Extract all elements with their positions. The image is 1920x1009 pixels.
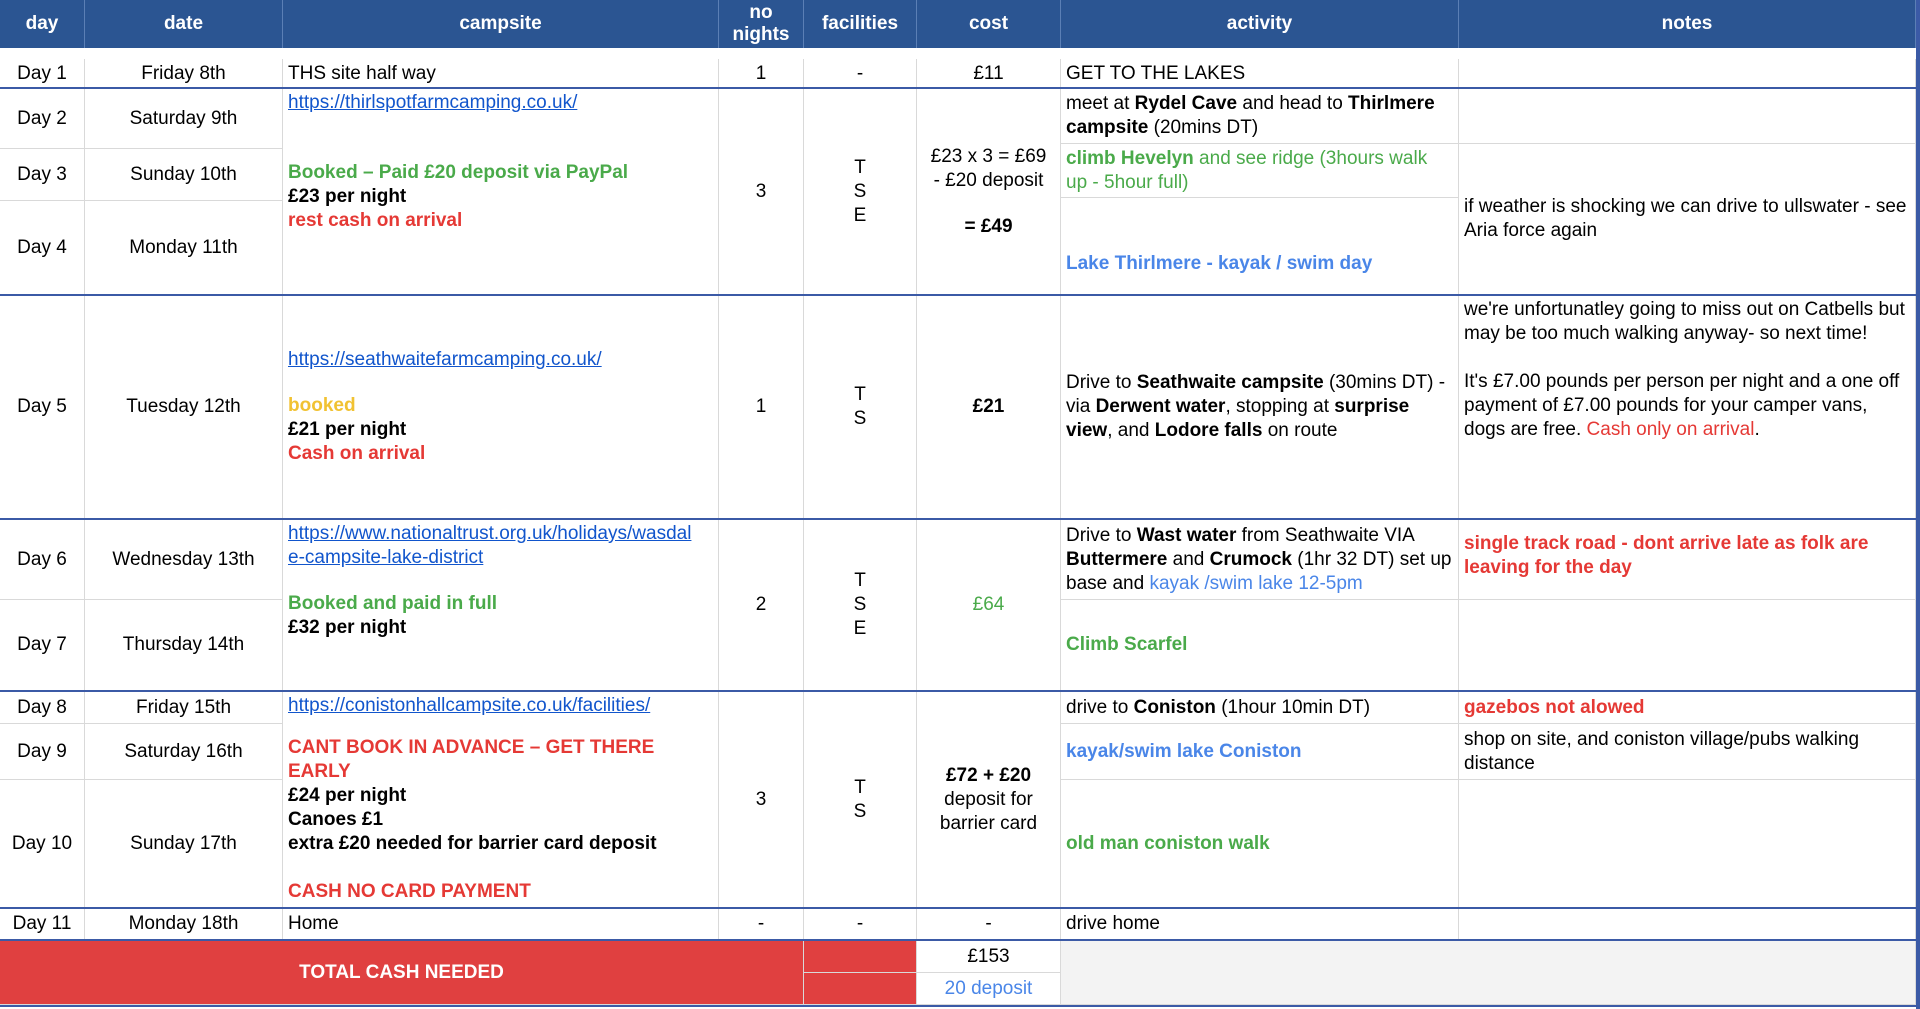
notes-cell[interactable] — [1459, 692, 1916, 724]
day-label: Day 10 — [11, 832, 73, 854]
text: from Seathwaite VIA — [1236, 524, 1414, 546]
activity-cell[interactable] — [1061, 909, 1459, 940]
header-campsite[interactable] — [283, 0, 719, 48]
date-label: Sunday 10th — [130, 163, 237, 185]
spacer — [288, 115, 713, 161]
day-cell[interactable] — [0, 780, 85, 908]
header-label: cost — [968, 13, 1009, 34]
text: , stopping at — [1225, 396, 1335, 417]
date-cell[interactable] — [85, 909, 283, 940]
date-label: Friday 15th — [135, 696, 232, 718]
text: and head to — [1237, 93, 1349, 114]
bottom-border — [0, 1005, 1920, 1007]
facility-code: S — [853, 594, 867, 615]
payment-note: CASH NO CARD PAYMENT — [288, 881, 531, 902]
notes-cell[interactable] — [1459, 520, 1916, 600]
header-label: no — [749, 2, 773, 23]
header-label: date — [163, 13, 204, 34]
cost-cell[interactable] — [917, 692, 1061, 908]
spacer — [1464, 346, 1910, 370]
text: It's £7.00 pounds per person per night and a one off payment of £7.00 pounds for your camper vans, dogs are free. — [1464, 371, 1900, 440]
price-per-night: £24 per night — [288, 785, 407, 806]
header-date[interactable] — [85, 0, 283, 48]
date-cell[interactable] — [85, 296, 283, 519]
date-cell[interactable] — [85, 201, 283, 295]
nights-value: 3 — [755, 180, 767, 202]
facility-code: T — [854, 570, 866, 591]
notes-cell[interactable] — [1459, 296, 1916, 519]
facilities-cell[interactable] — [804, 59, 917, 89]
activity-cell[interactable] — [1061, 780, 1459, 908]
spacer — [288, 372, 713, 394]
day-label: Day 8 — [17, 696, 67, 718]
spacer — [288, 570, 713, 592]
day-cell[interactable] — [0, 724, 85, 780]
place-name: Crumock — [1209, 548, 1292, 570]
activity-text — [1066, 696, 1453, 720]
campsite-link[interactable]: https://conistonhallcampsite.co.uk/facilities/ — [288, 695, 651, 716]
place-name: Lodore falls — [1154, 420, 1263, 441]
payment-note: rest cash on arrival — [288, 210, 463, 231]
activity-text: kayak/swim lake Coniston — [1066, 740, 1302, 762]
cost-cell[interactable] — [917, 520, 1061, 691]
canoe-price: Canoes £1 — [288, 809, 384, 830]
text: Drive to — [1066, 372, 1137, 393]
activity-cell[interactable] — [1061, 59, 1459, 89]
date-label: Wednesday 13th — [112, 548, 255, 570]
day-label: Day 7 — [17, 634, 67, 655]
date-label: Monday 18th — [128, 913, 239, 934]
date-cell[interactable] — [85, 149, 283, 201]
campsite-cell[interactable] — [283, 520, 719, 691]
cost-note: deposit for — [944, 788, 1033, 810]
header-label: day — [25, 13, 59, 34]
day-cell[interactable] — [0, 89, 85, 149]
campsite-cell[interactable] — [283, 909, 719, 940]
activity-cell[interactable] — [1061, 724, 1459, 780]
nights-value: 3 — [755, 788, 767, 810]
activity-text — [1066, 524, 1453, 596]
text: on route — [1262, 420, 1338, 441]
text: (30mins DT) - via — [1066, 372, 1446, 417]
day-cell[interactable] — [0, 201, 85, 295]
campsite-label: Home — [288, 913, 339, 934]
booking-status: Booked – Paid £20 deposit via PayPal — [288, 162, 629, 183]
date-label: Sunday 17th — [130, 832, 237, 854]
activity-label: drive home — [1066, 913, 1160, 934]
day-cell[interactable] — [0, 296, 85, 519]
activity-label: GET TO THE LAKES — [1066, 62, 1246, 84]
facilities-cell[interactable] — [804, 520, 917, 691]
note-text: if weather is shocking we can drive to ullswater - see Aria force again — [1464, 196, 1907, 241]
note-text: shop on site, and coniston village/pubs walking distance — [1464, 728, 1860, 774]
activity-highlight: climb Hevelyn — [1066, 147, 1194, 169]
nights-cell[interactable] — [719, 89, 804, 295]
cost-cell[interactable] — [917, 296, 1061, 519]
campsite-label: THS site half way — [288, 62, 436, 84]
booking-status: Booked and paid in full — [288, 593, 497, 614]
day-label: Day 9 — [17, 740, 67, 762]
cost-total: = £49 — [964, 215, 1013, 237]
extra-cost: extra £20 needed for barrier card deposit — [288, 833, 657, 854]
day-cell[interactable] — [0, 600, 85, 691]
nights-cell[interactable] — [719, 520, 804, 691]
note-warning: single track road - dont arrive late as folk are leaving for the day — [1464, 533, 1869, 578]
activity-cell[interactable] — [1061, 520, 1459, 600]
header-cost[interactable] — [917, 0, 1061, 48]
place-name: Coniston — [1133, 696, 1216, 718]
date-cell[interactable] — [85, 59, 283, 89]
day-label: Day 4 — [17, 236, 67, 258]
price-per-night: £21 per night — [288, 419, 407, 440]
facilities-value: - — [856, 913, 864, 934]
date-label: Saturday 16th — [124, 740, 243, 762]
activity-cell[interactable] — [1061, 198, 1459, 295]
place-name: Rydel Cave — [1134, 93, 1238, 114]
place-name: Buttermere — [1066, 548, 1168, 570]
header-label: facilities — [821, 13, 899, 34]
day-cell[interactable] — [0, 149, 85, 201]
note-text — [1464, 370, 1910, 442]
text: (1hr 32 DT) set up base and — [1066, 548, 1452, 594]
spacer — [288, 856, 713, 880]
facilities-cell[interactable] — [804, 909, 917, 940]
cost-value: - — [985, 913, 992, 934]
facilities-cell[interactable] — [804, 89, 917, 295]
day-label: Day 6 — [17, 548, 67, 570]
cost-value: £72 + £20 — [945, 764, 1032, 786]
date-cell[interactable] — [85, 692, 283, 724]
campsite-link[interactable]: https://www.nationaltrust.org.uk/holidays/wasdal — [288, 523, 692, 544]
date-cell[interactable] — [85, 89, 283, 149]
day-label: Day 11 — [12, 913, 72, 934]
header-day[interactable] — [0, 0, 85, 48]
place-name: Wast water — [1136, 524, 1237, 546]
text: meet at — [1066, 93, 1135, 114]
activity-text — [1066, 147, 1453, 195]
place-name: Derwent water — [1095, 396, 1226, 417]
campsite-cell[interactable] — [283, 59, 719, 89]
note-warning: gazebos not alowed — [1464, 696, 1645, 718]
total-facilities-cell[interactable] — [804, 973, 917, 1005]
total-empty-cell[interactable] — [1061, 941, 1916, 1005]
facilities-cell[interactable] — [804, 296, 917, 519]
header-nights[interactable] — [719, 0, 804, 48]
text: and — [1167, 548, 1210, 570]
price-per-night: £32 per night — [288, 617, 407, 638]
date-label: Friday 8th — [141, 62, 226, 84]
text: (1hour 10min DT) — [1215, 696, 1371, 718]
day-label: Day 1 — [17, 62, 67, 84]
header-facilities[interactable] — [804, 0, 917, 48]
nights-cell[interactable] — [719, 909, 804, 940]
day-cell[interactable] — [0, 909, 85, 940]
header-label: nights — [732, 24, 790, 45]
booking-warning: CANT BOOK IN ADVANCE – GET THERE EARLY — [288, 737, 655, 782]
total-cost-cell[interactable] — [917, 941, 1061, 973]
day-cell[interactable] — [0, 59, 85, 89]
spacer — [288, 718, 713, 736]
day-label: Day 2 — [17, 107, 67, 129]
facility-code: S — [853, 800, 867, 822]
day-label: Day 5 — [17, 396, 67, 417]
campsite-link[interactable]: https://thirlspotfarmcamping.co.uk/ — [288, 92, 578, 113]
date-label: Tuesday 12th — [126, 396, 241, 417]
date-cell[interactable] — [85, 780, 283, 908]
activity-text — [1066, 371, 1453, 443]
place-name: surprise view — [1066, 396, 1410, 441]
facility-code: T — [854, 156, 866, 178]
cost-deposit: - £20 deposit — [933, 169, 1044, 191]
facility-code: T — [854, 384, 866, 405]
place-name: Seathwaite campsite — [1136, 372, 1324, 393]
date-label: Monday 11th — [129, 236, 238, 258]
notes-cell[interactable] — [1459, 724, 1916, 780]
text: Drive to — [1066, 524, 1137, 546]
facility-code: E — [853, 204, 867, 226]
text: (20mins DT) — [1148, 117, 1259, 138]
nights-cell[interactable] — [719, 59, 804, 89]
activity-cell[interactable] — [1061, 600, 1459, 691]
campsite-link[interactable]: e-campsite-lake-district — [288, 547, 484, 568]
notes-cell[interactable] — [1459, 780, 1916, 908]
date-label: Saturday 9th — [129, 107, 238, 129]
activity-cell[interactable] — [1061, 692, 1459, 724]
cost-cell[interactable] — [917, 59, 1061, 89]
cost-value: £21 — [972, 396, 1005, 417]
nights-cell[interactable] — [719, 692, 804, 908]
sheet-right-border — [1916, 0, 1920, 1009]
facility-code: S — [853, 180, 867, 202]
date-cell[interactable] — [85, 724, 283, 780]
total-label-cell[interactable] — [0, 941, 804, 1005]
text: , and — [1107, 420, 1155, 441]
total-deposit-cell[interactable] — [917, 973, 1061, 1005]
facility-code: S — [853, 408, 867, 429]
cost-calc: £23 x 3 = £69 — [930, 145, 1047, 167]
campsite-link[interactable]: https://seathwaitefarmcamping.co.uk/ — [288, 349, 602, 370]
nights-value: 1 — [755, 396, 767, 417]
activity-text — [1066, 92, 1453, 140]
text: . — [1754, 419, 1760, 440]
notes-cell[interactable] — [1459, 144, 1916, 295]
activity-cell[interactable] — [1061, 89, 1459, 144]
note-text: we're unfortunatley going to miss out on Catbells but may be too much walking anyway- so next time! — [1464, 299, 1905, 344]
activity-text: Climb Scarfel — [1066, 634, 1188, 655]
cost-note: barrier card — [939, 812, 1038, 834]
activity-text: old man coniston walk — [1066, 832, 1270, 854]
payment-note: Cash on arrival — [288, 443, 426, 464]
day-cell[interactable] — [0, 520, 85, 600]
facilities-cell[interactable] — [804, 692, 917, 908]
day-label: Day 3 — [17, 163, 67, 185]
nights-value: - — [757, 913, 765, 934]
notes-cell[interactable] — [1459, 59, 1916, 89]
header-label: activity — [1226, 13, 1293, 34]
nights-cell[interactable] — [719, 296, 804, 519]
notes-cell[interactable] — [1459, 909, 1916, 940]
date-label: Thursday 14th — [122, 634, 245, 655]
total-label: TOTAL CASH NEEDED — [299, 961, 504, 983]
day-cell[interactable] — [0, 692, 85, 724]
cost-cell[interactable] — [917, 89, 1061, 295]
header-activity[interactable] — [1061, 0, 1459, 48]
notes-cell[interactable] — [1459, 600, 1916, 691]
facilities-value: - — [856, 62, 864, 84]
date-cell[interactable] — [85, 600, 283, 691]
place-name: Thirlmere campsite — [1066, 93, 1435, 138]
activity-cell[interactable] — [1061, 296, 1459, 519]
total-deposit-value: 20 deposit — [944, 977, 1033, 999]
booking-status: booked — [288, 395, 356, 416]
header-notes[interactable] — [1459, 0, 1916, 48]
nights-value: 1 — [755, 62, 767, 84]
facility-code: E — [853, 618, 867, 639]
cost-cell[interactable] — [917, 909, 1061, 940]
activity-cell[interactable] — [1061, 144, 1459, 198]
text: drive to — [1066, 696, 1134, 718]
campsite-cell[interactable] — [283, 692, 719, 908]
text: and see ridge (3hours walk up - 5hour full) — [1066, 147, 1428, 193]
payment-warning: Cash only on arrival — [1586, 419, 1755, 440]
price-per-night: £23 per night — [288, 186, 407, 207]
total-cash-value: £153 — [967, 945, 1010, 967]
activity-text: Lake Thirlmere - kayak / swim day — [1066, 253, 1373, 274]
total-facilities-cell[interactable] — [804, 941, 917, 973]
campsite-cell[interactable] — [283, 296, 719, 519]
cost-value: £11 — [973, 62, 1004, 84]
notes-cell[interactable] — [1459, 89, 1916, 144]
date-cell[interactable] — [85, 520, 283, 600]
campsite-cell[interactable] — [283, 89, 719, 295]
header-label: campsite — [459, 13, 542, 34]
facility-code: T — [854, 776, 866, 798]
cost-value: £64 — [972, 594, 1005, 615]
nights-value: 2 — [755, 594, 767, 615]
header-label: notes — [1661, 13, 1713, 34]
activity-highlight: kayak /swim lake 12-5pm — [1149, 572, 1363, 594]
